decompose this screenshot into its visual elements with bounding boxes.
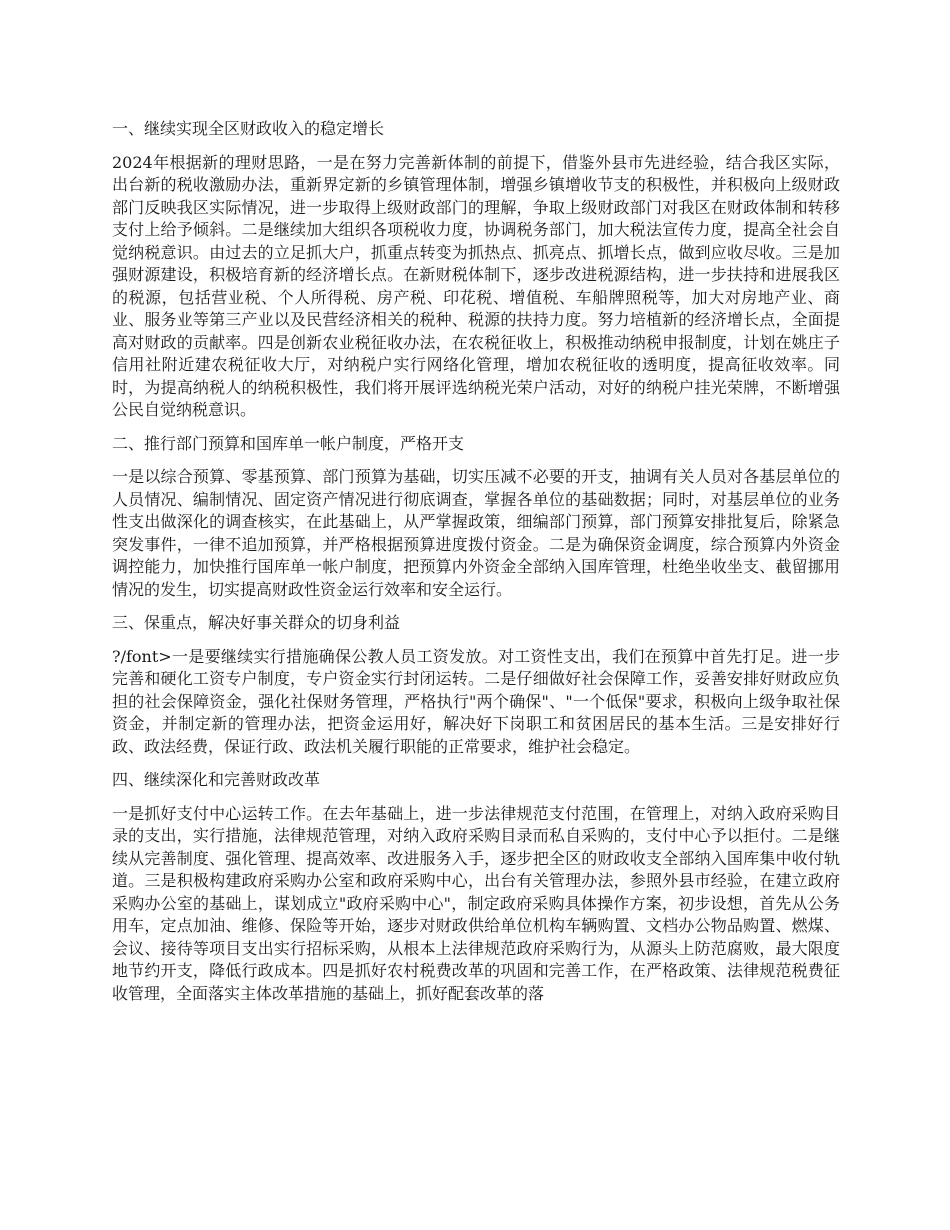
section-heading-1: 一、继续实现全区财政收入的稳定增长 <box>112 119 385 138</box>
section-heading-4: 四、继续深化和完善财政改革 <box>112 770 321 789</box>
section-heading-3: 三、保重点，解决好事关群众的切身利益 <box>112 613 401 632</box>
section-body-2: 一是以综合预算、零基预算、部门预算为基础，切实压减不必要的开支，抽调有关人员对各基层单位的人员情况、编制情况、固定资产情况进行彻底调查，掌握各单位的基础数据；同时，对基层单位的业务性支出做深化的调查核实，在此基础上，从严掌握政策，细编部门预算，部门预算安排批复后，除紧急突发事件，一律不追加预算，并严格根据预算进度拨付资金。二是为确保资金调度，综合预算内外资金调控能力，加快推行国库单一帐户制度，把预算内外资金全部纳入国库管理，杜绝坐收坐支、截留挪用情况的发生，切实提高财政性资金运行效率和安全运行。 <box>112 467 840 599</box>
section-body-3: ?/font>一是要继续实行措施确保公教人员工资发放。对工资性支出，我们在预算中首先打足。进一步完善和硬化工资专户制度，专户资金实行封闭运转。二是仔细做好社会保障工作，妥善安排好财政应负担的社会保障资金，强化社保财务管理，严格执行"两个确保"、"一个低保"要求，积极向上级争取社保资金，并制定新的管理办法，把资金运用好，解决好下岗职工和贫困居民的基本生活。三是安排好行政、政法经费，保证行政、政法机关履行职能的正常要求，维护社会稳定。 <box>112 646 840 756</box>
section-heading-2: 二、推行部门预算和国库单一帐户制度，严格开支 <box>112 433 465 453</box>
document-body <box>112 118 840 1016</box>
section-body-1: 2024年根据新的理财思路，一是在努力完善新体制的前提下，借鉴外县市先进经验，结合我区实际，出台新的税收激励办法，重新界定新的乡镇管理体制，增强乡镇增收节支的积极性，并积极向上级财政部门反映我区实际情况，进一步取得上级财政部门的理解，争取上级财政部门对我区在财政体制和转移支付上给予倾斜。二是继续加大组织各项税收力度，协调税务部门，加大税法宣传力度，提高全社会自觉纳税意识。由过去的立足抓大户，抓重点转变为抓热点、抓亮点、抓增长点，做到应收尽收。三是加强财源建设，积极培育新的经济增长点。在新财税体制下，逐步改进税源结构，进一步扶持和进展我区的税源，包括营业税、个人所得税、房产税、印花税、增值税、车船牌照税等，加大对房地产业、商业、服务业等第三产业以及民营经济相关的税种、税源的扶持力度。努力培植新的经济增长点，全面提高对财政的贡献率。四是创新农业税征收办法，在农税征收上，积极推动纳税申报制度，计划在姚庄子信用社附近建农税征收大厅，对纳税户实行网络化管理，增加农税征收的透明度，提高征收效率。同时，为提高纳税人的纳税积极性，我们将开展评选纳税光荣户活动，对好的纳税户挂光荣牌，不断增强公民自觉纳税意识。 <box>112 152 840 419</box>
section-body-4: 一是抓好支付中心运转工作。在去年基础上，进一步法律规范支付范围，在管理上，对纳入政府采购目录的支出，实行措施，法律规范管理，对纳入政府采购目录而私自采购的，支付中心予以拒付。二是继续从完善制度、强化管理、提高效率、改进服务入手，逐步把全区的财政收支全部纳入国库集中收付轨道。三是积极构建政府采购办公室和政府采购中心，出台有关管理办法，参照外县市经验，在建立政府采购办公室的基础上，谋划成立"政府采购中心"，制定政府采购具体操作方案，初步设想，首先从公务用车，定点加油、维修、保险等开始，逐步对财政供给单位机构车辆购置、文档办公物品购置、燃煤、会议、接待等项目支出实行招标采购，从根本上法律规范政府采购行为，从源头上防范腐败，最大限度地节约开支，降低行政成本。四是抓好农村税费改革的巩固和完善工作，在严格政策、法律规范税费征收管理，全面落实主体改革措施的基础上，抓好配套改革的落 <box>112 803 840 1003</box>
